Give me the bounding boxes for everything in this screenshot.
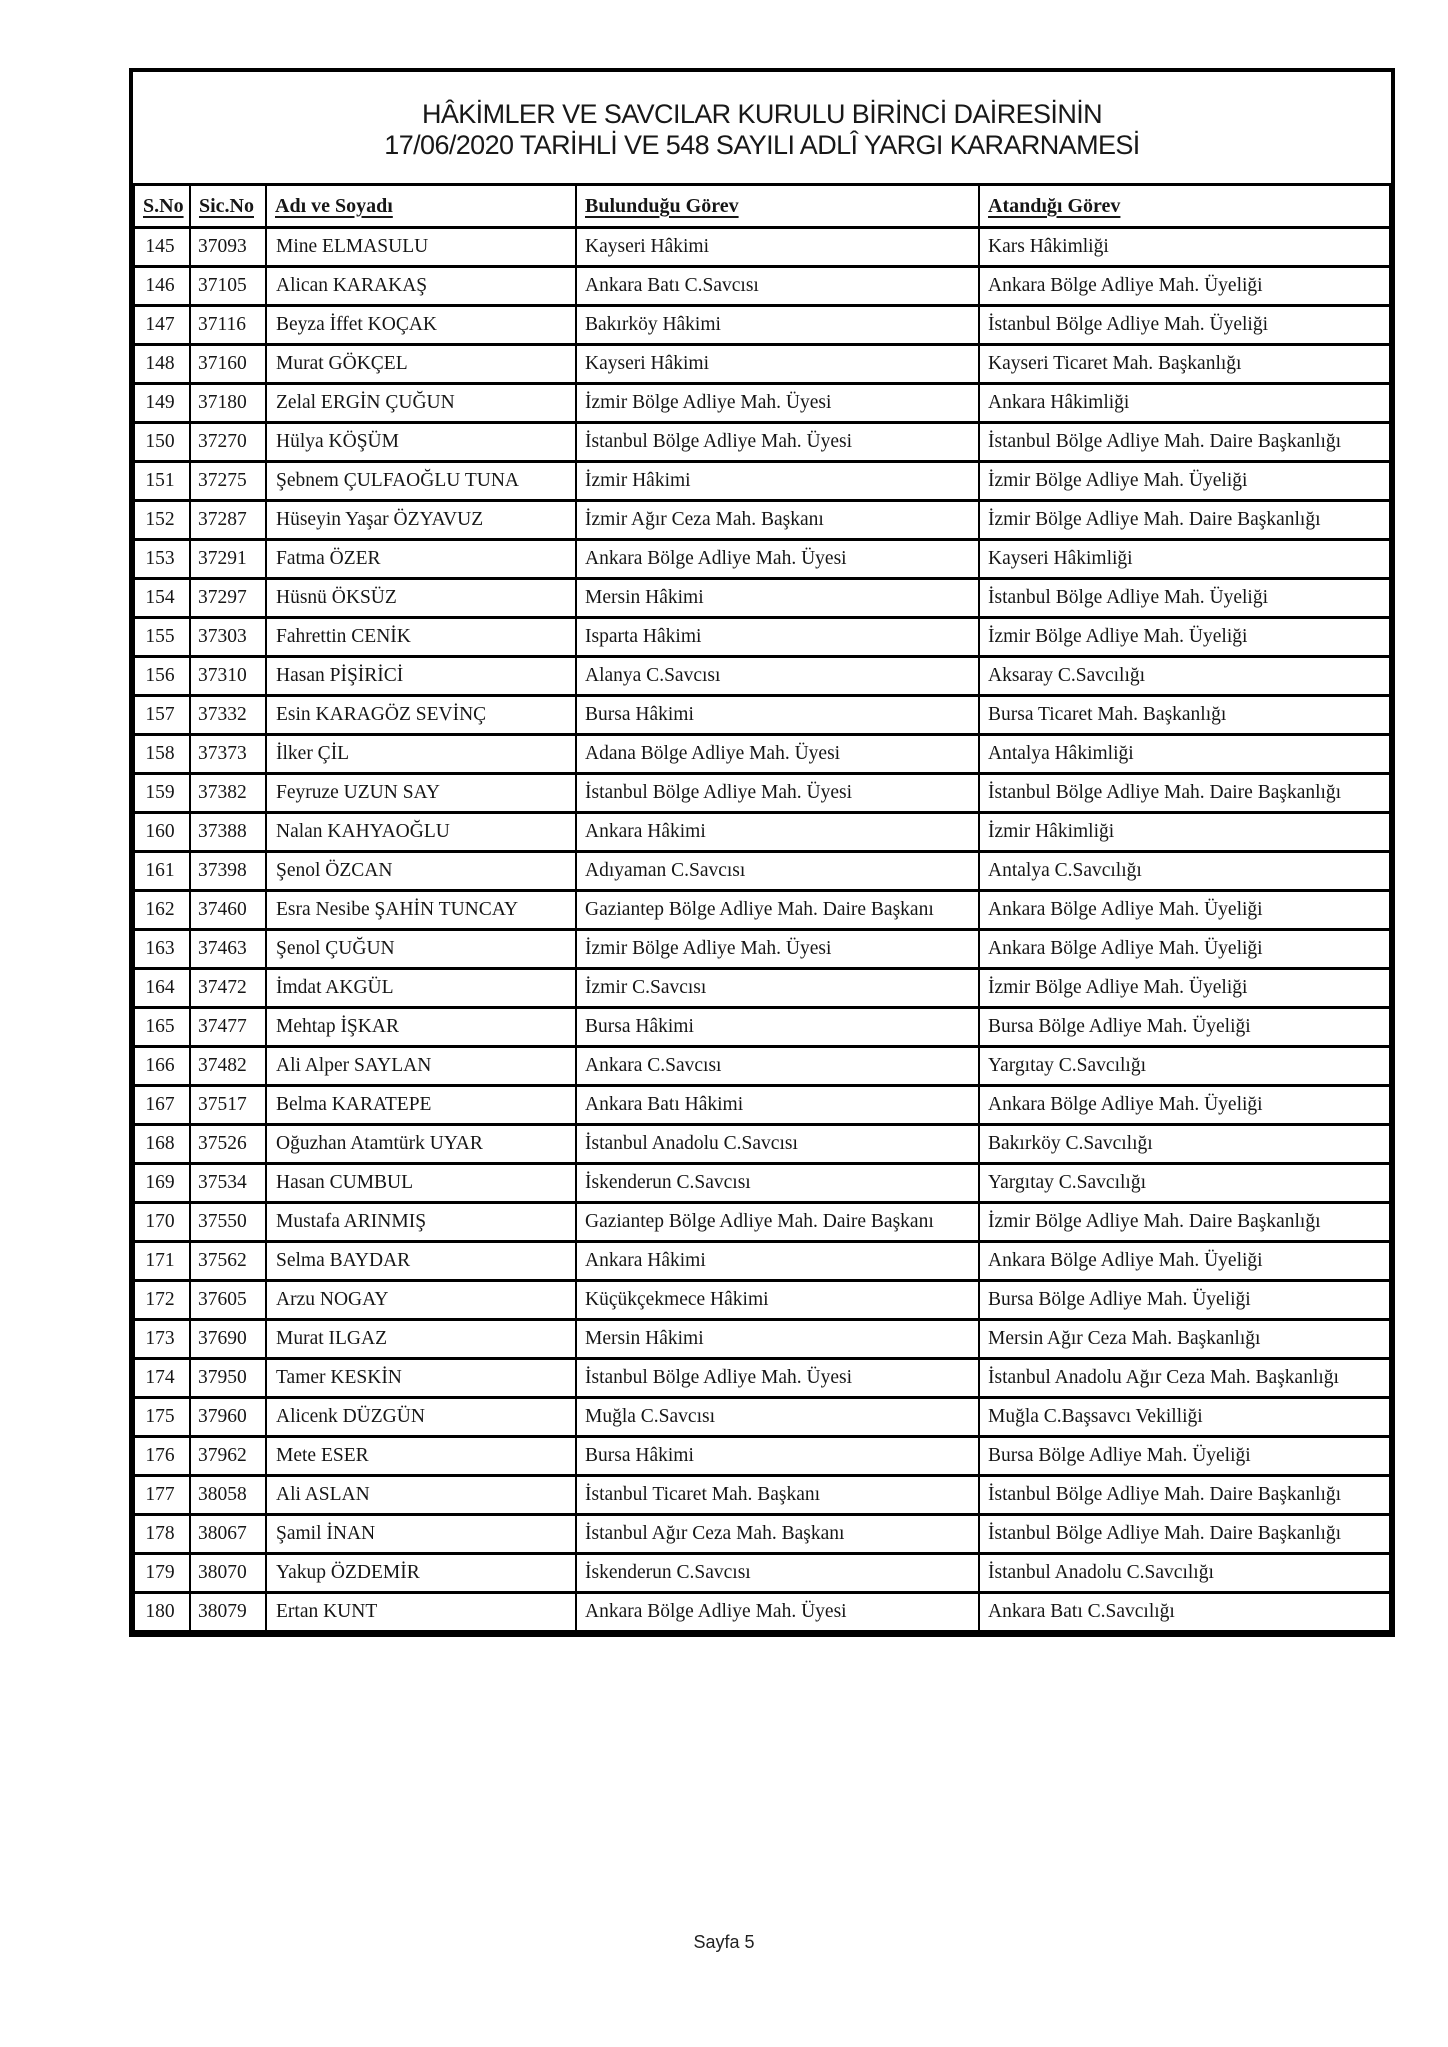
cell-current-post: İskenderun C.Savcısı	[576, 1554, 979, 1593]
cell-current-post: Isparta Hâkimi	[576, 618, 979, 657]
table-row	[134, 1164, 1390, 1203]
document-title-block	[133, 72, 1391, 183]
table-row	[134, 891, 1390, 930]
cell-sicno: 38079	[190, 1593, 266, 1632]
cell-sno: 154	[134, 579, 190, 618]
cell-assigned-post: Bursa Bölge Adliye Mah. Üyeliği	[979, 1008, 1390, 1047]
cell-name: Tamer KESKİN	[266, 1359, 576, 1398]
cell-sicno: 38067	[190, 1515, 266, 1554]
cell-name: Mete ESER	[266, 1437, 576, 1476]
cell-current-post: İstanbul Anadolu C.Savcısı	[576, 1125, 979, 1164]
cell-sicno: 37950	[190, 1359, 266, 1398]
cell-sno: 165	[134, 1008, 190, 1047]
cell-assigned-post: Ankara Bölge Adliye Mah. Üyeliği	[979, 930, 1390, 969]
cell-name: Ali Alper SAYLAN	[266, 1047, 576, 1086]
cell-name: Feyruze UZUN SAY	[266, 774, 576, 813]
cell-name: Nalan KAHYAOĞLU	[266, 813, 576, 852]
table-row	[134, 345, 1390, 384]
cell-assigned-post: Bursa Bölge Adliye Mah. Üyeliği	[979, 1437, 1390, 1476]
cell-assigned-post: İzmir Bölge Adliye Mah. Daire Başkanlığı	[979, 501, 1390, 540]
cell-name: Şenol ÇUĞUN	[266, 930, 576, 969]
cell-name: Murat ILGAZ	[266, 1320, 576, 1359]
cell-current-post: Bursa Hâkimi	[576, 1437, 979, 1476]
cell-assigned-post: İzmir Bölge Adliye Mah. Daire Başkanlığı	[979, 1203, 1390, 1242]
document-title-line2: 17/06/2020 TARİHLİ VE 548 SAYILI ADLÎ YARGI KARARNAMESİ	[384, 130, 1140, 160]
table-row	[134, 267, 1390, 306]
table-row	[134, 1047, 1390, 1086]
cell-current-post: İzmir Ağır Ceza Mah. Başkanı	[576, 501, 979, 540]
cell-name: Alicenk DÜZGÜN	[266, 1398, 576, 1437]
table-row	[134, 1320, 1390, 1359]
cell-assigned-post: İzmir Bölge Adliye Mah. Üyeliği	[979, 618, 1390, 657]
cell-sno: 171	[134, 1242, 190, 1281]
cell-name: Murat GÖKÇEL	[266, 345, 576, 384]
column-header-sno: S.No	[134, 185, 190, 228]
cell-assigned-post: Kayseri Hâkimliği	[979, 540, 1390, 579]
table-row	[134, 1242, 1390, 1281]
cell-current-post: Mersin Hâkimi	[576, 579, 979, 618]
cell-sicno: 38058	[190, 1476, 266, 1515]
cell-sno: 173	[134, 1320, 190, 1359]
cell-sno: 167	[134, 1086, 190, 1125]
cell-sno: 150	[134, 423, 190, 462]
cell-sno: 178	[134, 1515, 190, 1554]
table-row	[134, 1086, 1390, 1125]
table-row	[134, 618, 1390, 657]
cell-name: Selma BAYDAR	[266, 1242, 576, 1281]
cell-name: İlker ÇİL	[266, 735, 576, 774]
cell-current-post: Mersin Hâkimi	[576, 1320, 979, 1359]
cell-current-post: Ankara Hâkimi	[576, 1242, 979, 1281]
cell-current-post: Ankara Bölge Adliye Mah. Üyesi	[576, 540, 979, 579]
document-page-border	[129, 68, 1395, 1637]
cell-assigned-post: Bakırköy C.Savcılığı	[979, 1125, 1390, 1164]
cell-sicno: 37105	[190, 267, 266, 306]
cell-assigned-post: İzmir Bölge Adliye Mah. Üyeliği	[979, 969, 1390, 1008]
cell-assigned-post: İstanbul Bölge Adliye Mah. Daire Başkanlığı	[979, 774, 1390, 813]
cell-current-post: Adana Bölge Adliye Mah. Üyesi	[576, 735, 979, 774]
table-row	[134, 852, 1390, 891]
table-row	[134, 1203, 1390, 1242]
column-header-assigned-post: Atandığı Görev	[979, 185, 1390, 228]
cell-sno: 168	[134, 1125, 190, 1164]
assignment-table	[133, 183, 1391, 1633]
cell-current-post: İstanbul Bölge Adliye Mah. Üyesi	[576, 423, 979, 462]
cell-current-post: İzmir Bölge Adliye Mah. Üyesi	[576, 930, 979, 969]
table-row	[134, 1437, 1390, 1476]
cell-sicno: 37388	[190, 813, 266, 852]
cell-name: İmdat AKGÜL	[266, 969, 576, 1008]
table-row	[134, 462, 1390, 501]
cell-current-post: İskenderun C.Savcısı	[576, 1164, 979, 1203]
cell-sno: 170	[134, 1203, 190, 1242]
cell-sno: 157	[134, 696, 190, 735]
cell-name: Hülya KÖŞÜM	[266, 423, 576, 462]
cell-assigned-post: Ankara Bölge Adliye Mah. Üyeliği	[979, 267, 1390, 306]
cell-sno: 155	[134, 618, 190, 657]
cell-assigned-post: İstanbul Bölge Adliye Mah. Daire Başkanlığı	[979, 423, 1390, 462]
cell-assigned-post: Muğla C.Başsavcı Vekilliği	[979, 1398, 1390, 1437]
cell-sicno: 37275	[190, 462, 266, 501]
table-row	[134, 423, 1390, 462]
cell-sno: 180	[134, 1593, 190, 1632]
cell-name: Fatma ÖZER	[266, 540, 576, 579]
cell-sno: 156	[134, 657, 190, 696]
cell-sicno: 37562	[190, 1242, 266, 1281]
cell-current-post: Bakırköy Hâkimi	[576, 306, 979, 345]
cell-assigned-post: Kars Hâkimliği	[979, 228, 1390, 267]
cell-assigned-post: İstanbul Bölge Adliye Mah. Üyeliği	[979, 306, 1390, 345]
cell-assigned-post: Ankara Bölge Adliye Mah. Üyeliği	[979, 1086, 1390, 1125]
table-row	[134, 930, 1390, 969]
cell-sno: 151	[134, 462, 190, 501]
cell-name: Beyza İffet KOÇAK	[266, 306, 576, 345]
table-row	[134, 1515, 1390, 1554]
table-row	[134, 813, 1390, 852]
cell-assigned-post: Antalya C.Savcılığı	[979, 852, 1390, 891]
cell-sno: 179	[134, 1554, 190, 1593]
cell-name: Oğuzhan Atamtürk UYAR	[266, 1125, 576, 1164]
cell-assigned-post: İstanbul Anadolu Ağır Ceza Mah. Başkanlığı	[979, 1359, 1390, 1398]
cell-sno: 163	[134, 930, 190, 969]
cell-current-post: İzmir Bölge Adliye Mah. Üyesi	[576, 384, 979, 423]
cell-sicno: 37310	[190, 657, 266, 696]
cell-current-post: Ankara C.Savcısı	[576, 1047, 979, 1086]
table-row	[134, 540, 1390, 579]
table-row	[134, 1008, 1390, 1047]
cell-sno: 172	[134, 1281, 190, 1320]
cell-assigned-post: Ankara Bölge Adliye Mah. Üyeliği	[979, 891, 1390, 930]
cell-name: Hüsnü ÖKSÜZ	[266, 579, 576, 618]
table-row	[134, 735, 1390, 774]
cell-current-post: İstanbul Ağır Ceza Mah. Başkanı	[576, 1515, 979, 1554]
cell-name: Arzu NOGAY	[266, 1281, 576, 1320]
cell-name: Şenol ÖZCAN	[266, 852, 576, 891]
cell-current-post: Gaziantep Bölge Adliye Mah. Daire Başkanı	[576, 891, 979, 930]
table-row	[134, 1125, 1390, 1164]
cell-assigned-post: İstanbul Bölge Adliye Mah. Daire Başkanlığı	[979, 1515, 1390, 1554]
cell-sno: 166	[134, 1047, 190, 1086]
table-row	[134, 384, 1390, 423]
page-number-footer: Sayfa 5	[693, 1932, 755, 1952]
cell-sno: 145	[134, 228, 190, 267]
cell-sno: 169	[134, 1164, 190, 1203]
cell-name: Alican KARAKAŞ	[266, 267, 576, 306]
cell-current-post: Ankara Batı C.Savcısı	[576, 267, 979, 306]
table-row	[134, 579, 1390, 618]
cell-sicno: 37472	[190, 969, 266, 1008]
cell-sicno: 37270	[190, 423, 266, 462]
cell-sno: 149	[134, 384, 190, 423]
cell-name: Belma KARATEPE	[266, 1086, 576, 1125]
cell-sicno: 37332	[190, 696, 266, 735]
cell-current-post: İstanbul Bölge Adliye Mah. Üyesi	[576, 774, 979, 813]
table-body	[134, 228, 1390, 1632]
cell-sicno: 37482	[190, 1047, 266, 1086]
cell-assigned-post: Antalya Hâkimliği	[979, 735, 1390, 774]
cell-sicno: 37116	[190, 306, 266, 345]
cell-assigned-post: İstanbul Bölge Adliye Mah. Daire Başkanlığı	[979, 1476, 1390, 1515]
table-row	[134, 1554, 1390, 1593]
cell-current-post: Kayseri Hâkimi	[576, 228, 979, 267]
cell-name: Şebnem ÇULFAOĞLU TUNA	[266, 462, 576, 501]
cell-sicno: 37550	[190, 1203, 266, 1242]
table-row	[134, 969, 1390, 1008]
cell-current-post: Ankara Batı Hâkimi	[576, 1086, 979, 1125]
cell-sno: 176	[134, 1437, 190, 1476]
cell-assigned-post: İzmir Bölge Adliye Mah. Üyeliği	[979, 462, 1390, 501]
cell-sno: 146	[134, 267, 190, 306]
cell-assigned-post: Bursa Bölge Adliye Mah. Üyeliği	[979, 1281, 1390, 1320]
cell-sicno: 37690	[190, 1320, 266, 1359]
cell-name: Mine ELMASULU	[266, 228, 576, 267]
cell-sicno: 37373	[190, 735, 266, 774]
cell-sicno: 37534	[190, 1164, 266, 1203]
cell-current-post: İstanbul Ticaret Mah. Başkanı	[576, 1476, 979, 1515]
cell-sicno: 37962	[190, 1437, 266, 1476]
cell-sno: 160	[134, 813, 190, 852]
cell-sicno: 37291	[190, 540, 266, 579]
table-row	[134, 774, 1390, 813]
cell-sicno: 37605	[190, 1281, 266, 1320]
cell-name: Ertan KUNT	[266, 1593, 576, 1632]
cell-sno: 148	[134, 345, 190, 384]
cell-sno: 152	[134, 501, 190, 540]
cell-sicno: 37517	[190, 1086, 266, 1125]
table-row	[134, 1476, 1390, 1515]
table-row	[134, 501, 1390, 540]
cell-sicno: 37160	[190, 345, 266, 384]
cell-name: Hasan PİŞİRİCİ	[266, 657, 576, 696]
cell-current-post: Bursa Hâkimi	[576, 1008, 979, 1047]
cell-current-post: Muğla C.Savcısı	[576, 1398, 979, 1437]
cell-current-post: Adıyaman C.Savcısı	[576, 852, 979, 891]
table-row	[134, 696, 1390, 735]
column-header-name: Adı ve Soyadı	[266, 185, 576, 228]
cell-sno: 158	[134, 735, 190, 774]
cell-sicno: 37960	[190, 1398, 266, 1437]
cell-name: Mustafa ARINMIŞ	[266, 1203, 576, 1242]
cell-sicno: 37460	[190, 891, 266, 930]
cell-sno: 153	[134, 540, 190, 579]
cell-name: Esin KARAGÖZ SEVİNÇ	[266, 696, 576, 735]
cell-name: Esra Nesibe ŞAHİN TUNCAY	[266, 891, 576, 930]
table-header-row	[134, 185, 1390, 228]
table-row	[134, 306, 1390, 345]
cell-assigned-post: Aksaray C.Savcılığı	[979, 657, 1390, 696]
cell-assigned-post: İzmir Hâkimliği	[979, 813, 1390, 852]
cell-sicno: 37287	[190, 501, 266, 540]
cell-sno: 162	[134, 891, 190, 930]
column-header-current-post: Bulunduğu Görev	[576, 185, 979, 228]
table-row	[134, 1281, 1390, 1320]
cell-current-post: Gaziantep Bölge Adliye Mah. Daire Başkanı	[576, 1203, 979, 1242]
cell-sicno: 37093	[190, 228, 266, 267]
cell-name: Şamil İNAN	[266, 1515, 576, 1554]
cell-name: Hasan CUMBUL	[266, 1164, 576, 1203]
table-row	[134, 1593, 1390, 1632]
cell-sicno: 38070	[190, 1554, 266, 1593]
cell-assigned-post: İstanbul Bölge Adliye Mah. Üyeliği	[979, 579, 1390, 618]
cell-current-post: Bursa Hâkimi	[576, 696, 979, 735]
cell-sno: 159	[134, 774, 190, 813]
cell-sicno: 37398	[190, 852, 266, 891]
cell-sicno: 37477	[190, 1008, 266, 1047]
column-header-sicno: Sic.No	[190, 185, 266, 228]
cell-sno: 174	[134, 1359, 190, 1398]
cell-sicno: 37303	[190, 618, 266, 657]
cell-name: Zelal ERGİN ÇUĞUN	[266, 384, 576, 423]
cell-assigned-post: Bursa Ticaret Mah. Başkanlığı	[979, 696, 1390, 735]
cell-name: Fahrettin CENİK	[266, 618, 576, 657]
table-row	[134, 228, 1390, 267]
document-title-line1: HÂKİMLER VE SAVCILAR KURULU BİRİNCİ DAİRESİNİN	[421, 99, 1103, 129]
cell-name: Hüseyin Yaşar ÖZYAVUZ	[266, 501, 576, 540]
cell-assigned-post: Ankara Batı C.Savcılığı	[979, 1593, 1390, 1632]
cell-sno: 147	[134, 306, 190, 345]
cell-assigned-post: İstanbul Anadolu C.Savcılığı	[979, 1554, 1390, 1593]
cell-assigned-post: Ankara Bölge Adliye Mah. Üyeliği	[979, 1242, 1390, 1281]
cell-sno: 164	[134, 969, 190, 1008]
cell-current-post: Alanya C.Savcısı	[576, 657, 979, 696]
cell-current-post: İstanbul Bölge Adliye Mah. Üyesi	[576, 1359, 979, 1398]
cell-current-post: İzmir Hâkimi	[576, 462, 979, 501]
cell-current-post: İzmir C.Savcısı	[576, 969, 979, 1008]
cell-current-post: Küçükçekmece Hâkimi	[576, 1281, 979, 1320]
cell-sicno: 37526	[190, 1125, 266, 1164]
cell-sicno: 37382	[190, 774, 266, 813]
cell-current-post: Ankara Hâkimi	[576, 813, 979, 852]
cell-sno: 161	[134, 852, 190, 891]
cell-assigned-post: Yargıtay C.Savcılığı	[979, 1164, 1390, 1203]
table-row	[134, 1359, 1390, 1398]
table-row	[134, 657, 1390, 696]
cell-sicno: 37180	[190, 384, 266, 423]
cell-name: Ali ASLAN	[266, 1476, 576, 1515]
cell-sno: 177	[134, 1476, 190, 1515]
cell-sicno: 37463	[190, 930, 266, 969]
cell-current-post: Ankara Bölge Adliye Mah. Üyesi	[576, 1593, 979, 1632]
cell-assigned-post: Mersin Ağır Ceza Mah. Başkanlığı	[979, 1320, 1390, 1359]
cell-assigned-post: Ankara Hâkimliği	[979, 384, 1390, 423]
cell-name: Yakup ÖZDEMİR	[266, 1554, 576, 1593]
cell-sicno: 37297	[190, 579, 266, 618]
cell-current-post: Kayseri Hâkimi	[576, 345, 979, 384]
cell-sno: 175	[134, 1398, 190, 1437]
cell-assigned-post: Yargıtay C.Savcılığı	[979, 1047, 1390, 1086]
table-row	[134, 1398, 1390, 1437]
cell-name: Mehtap İŞKAR	[266, 1008, 576, 1047]
cell-assigned-post: Kayseri Ticaret Mah. Başkanlığı	[979, 345, 1390, 384]
